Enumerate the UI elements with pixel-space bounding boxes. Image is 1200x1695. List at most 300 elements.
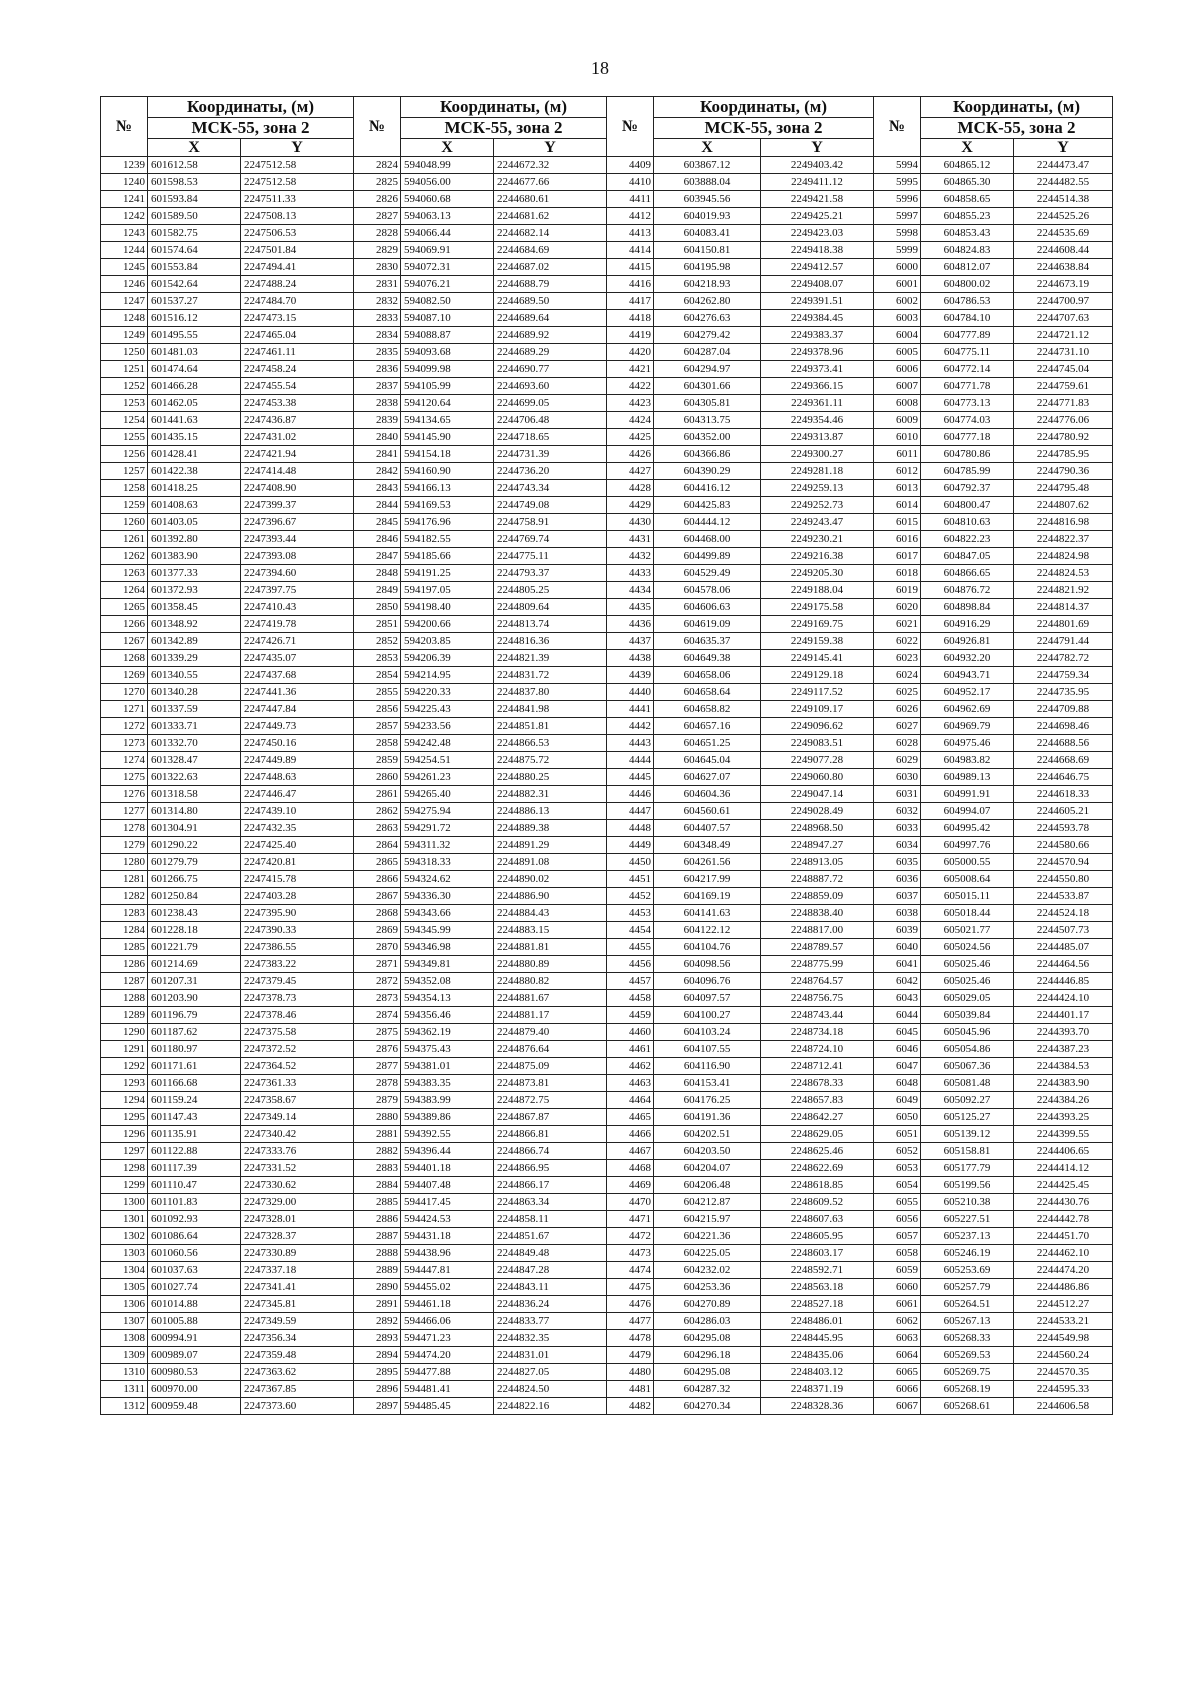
x-value-cell: 594291.72 (401, 820, 494, 837)
y-value-cell: 2244533.87 (1014, 888, 1113, 905)
x-value-cell: 604296.18 (654, 1347, 761, 1364)
x-value-cell: 594407.48 (401, 1177, 494, 1194)
point-number-cell: 1305 (101, 1279, 148, 1296)
point-number-cell: 2892 (354, 1313, 401, 1330)
point-number-cell: 2853 (354, 650, 401, 667)
x-value-cell: 601207.31 (148, 973, 241, 990)
x-value-cell: 604926.81 (921, 633, 1014, 650)
point-number-cell: 1301 (101, 1211, 148, 1228)
y-value-cell: 2244721.12 (1014, 327, 1113, 344)
point-number-cell: 2858 (354, 735, 401, 752)
point-number-cell: 1304 (101, 1262, 148, 1279)
y-value-cell: 2244570.94 (1014, 854, 1113, 871)
y-value-cell: 2248838.40 (761, 905, 874, 922)
y-value-cell: 2244735.95 (1014, 684, 1113, 701)
y-value-cell: 2244780.92 (1014, 429, 1113, 446)
table-row (101, 922, 1113, 939)
x-value-cell: 604287.04 (654, 344, 761, 361)
point-number-cell: 1274 (101, 752, 148, 769)
point-number-cell: 6062 (874, 1313, 921, 1330)
table-row (101, 701, 1113, 718)
table-row (101, 973, 1113, 990)
table-row (101, 905, 1113, 922)
point-number-cell: 4466 (607, 1126, 654, 1143)
point-number-cell: 4452 (607, 888, 654, 905)
x-value-cell: 604649.38 (654, 650, 761, 667)
point-number-cell: 1286 (101, 956, 148, 973)
point-number-cell: 6035 (874, 854, 921, 871)
x-value-cell: 604658.82 (654, 701, 761, 718)
point-number-cell: 2885 (354, 1194, 401, 1211)
y-value-cell: 2244791.44 (1014, 633, 1113, 650)
y-value-cell: 2247508.13 (241, 208, 354, 225)
y-value-cell: 2244889.38 (494, 820, 607, 837)
x-value-cell: 604295.08 (654, 1330, 761, 1347)
x-value-cell: 604225.05 (654, 1245, 761, 1262)
y-value-cell: 2244688.79 (494, 276, 607, 293)
point-number-cell: 6024 (874, 667, 921, 684)
point-number-cell: 6015 (874, 514, 921, 531)
x-header: X (401, 139, 494, 157)
point-number-cell: 1303 (101, 1245, 148, 1262)
y-value-cell: 2244401.17 (1014, 1007, 1113, 1024)
point-number-cell: 1299 (101, 1177, 148, 1194)
x-value-cell: 605267.13 (921, 1313, 1014, 1330)
y-value-cell: 2249175.58 (761, 599, 874, 616)
point-number-cell: 2832 (354, 293, 401, 310)
x-value-cell: 594056.00 (401, 174, 494, 191)
y-value-cell: 2247450.16 (241, 735, 354, 752)
x-value-cell: 604107.55 (654, 1041, 761, 1058)
coordinates-table-wrapper (100, 96, 1112, 1415)
point-number-cell: 4462 (607, 1058, 654, 1075)
x-value-cell: 601589.50 (148, 208, 241, 225)
x-value-cell: 604635.37 (654, 633, 761, 650)
x-value-cell: 594461.18 (401, 1296, 494, 1313)
table-row (101, 1007, 1113, 1024)
table-row (101, 480, 1113, 497)
y-value-cell: 2248618.85 (761, 1177, 874, 1194)
y-value-cell: 2244677.66 (494, 174, 607, 191)
x-value-cell: 601290.22 (148, 837, 241, 854)
y-value-cell: 2244689.29 (494, 344, 607, 361)
x-value-cell: 601166.68 (148, 1075, 241, 1092)
y-value-cell: 2244795.48 (1014, 480, 1113, 497)
y-value-cell: 2247512.58 (241, 174, 354, 191)
point-number-cell: 6047 (874, 1058, 921, 1075)
x-value-cell: 604097.57 (654, 990, 761, 1007)
point-number-cell: 1280 (101, 854, 148, 871)
table-row (101, 871, 1113, 888)
x-value-cell: 601196.79 (148, 1007, 241, 1024)
x-value-cell: 594352.08 (401, 973, 494, 990)
point-number-cell: 2828 (354, 225, 401, 242)
point-number-cell: 6011 (874, 446, 921, 463)
table-row (101, 361, 1113, 378)
point-number-cell: 2883 (354, 1160, 401, 1177)
point-number-cell: 6039 (874, 922, 921, 939)
point-number-cell: 2862 (354, 803, 401, 820)
y-value-cell: 2244891.08 (494, 854, 607, 871)
x-value-cell: 604777.89 (921, 327, 1014, 344)
y-value-cell: 2244383.90 (1014, 1075, 1113, 1092)
y-value-cell: 2244731.39 (494, 446, 607, 463)
x-value-cell: 594233.56 (401, 718, 494, 735)
y-value-cell: 2244833.77 (494, 1313, 607, 1330)
y-value-cell: 2247455.54 (241, 378, 354, 395)
point-number-cell: 1295 (101, 1109, 148, 1126)
table-row (101, 718, 1113, 735)
point-number-cell: 1309 (101, 1347, 148, 1364)
point-number-cell: 6032 (874, 803, 921, 820)
x-value-cell: 601328.47 (148, 752, 241, 769)
x-value-cell: 601214.69 (148, 956, 241, 973)
x-value-cell: 604270.34 (654, 1398, 761, 1415)
x-value-cell: 604865.30 (921, 174, 1014, 191)
x-value-cell: 594265.40 (401, 786, 494, 803)
y-value-cell: 2248657.83 (761, 1092, 874, 1109)
x-value-cell: 604204.07 (654, 1160, 761, 1177)
x-value-cell: 601342.89 (148, 633, 241, 650)
x-value-cell: 604975.46 (921, 735, 1014, 752)
x-value-cell: 604103.24 (654, 1024, 761, 1041)
point-number-cell: 1270 (101, 684, 148, 701)
point-number-cell: 1266 (101, 616, 148, 633)
y-value-cell: 2249425.21 (761, 208, 874, 225)
y-value-cell: 2247415.78 (241, 871, 354, 888)
point-number-cell: 2866 (354, 871, 401, 888)
point-number-cell: 4464 (607, 1092, 654, 1109)
x-value-cell: 604416.12 (654, 480, 761, 497)
y-value-cell: 2249169.75 (761, 616, 874, 633)
point-number-cell: 2895 (354, 1364, 401, 1381)
x-value-cell: 601462.05 (148, 395, 241, 412)
y-value-cell: 2244731.10 (1014, 344, 1113, 361)
x-value-cell: 604019.93 (654, 208, 761, 225)
x-value-cell: 601238.43 (148, 905, 241, 922)
x-value-cell: 601333.71 (148, 718, 241, 735)
num-header: № (607, 97, 654, 157)
point-number-cell: 6006 (874, 361, 921, 378)
x-value-cell: 604858.65 (921, 191, 1014, 208)
x-value-cell: 600970.00 (148, 1381, 241, 1398)
x-value-cell: 604122.12 (654, 922, 761, 939)
y-value-cell: 2248775.99 (761, 956, 874, 973)
point-number-cell: 2888 (354, 1245, 401, 1262)
point-number-cell: 2834 (354, 327, 401, 344)
x-value-cell: 601014.88 (148, 1296, 241, 1313)
y-value-cell: 2244814.37 (1014, 599, 1113, 616)
table-row (101, 446, 1113, 463)
y-value-cell: 2248592.71 (761, 1262, 874, 1279)
y-header: Y (1014, 139, 1113, 157)
point-number-cell: 1251 (101, 361, 148, 378)
point-number-cell: 6055 (874, 1194, 921, 1211)
y-value-cell: 2244749.08 (494, 497, 607, 514)
y-value-cell: 2247349.14 (241, 1109, 354, 1126)
x-value-cell: 604810.63 (921, 514, 1014, 531)
y-value-cell: 2244884.43 (494, 905, 607, 922)
y-value-cell: 2244769.74 (494, 531, 607, 548)
point-number-cell: 6028 (874, 735, 921, 752)
x-value-cell: 601537.27 (148, 293, 241, 310)
y-value-cell: 2247511.33 (241, 191, 354, 208)
y-value-cell: 2247448.63 (241, 769, 354, 786)
x-value-cell: 604202.51 (654, 1126, 761, 1143)
x-value-cell: 604952.17 (921, 684, 1014, 701)
y-value-cell: 2247461.11 (241, 344, 354, 361)
point-number-cell: 2824 (354, 157, 401, 174)
y-value-cell: 2248435.06 (761, 1347, 874, 1364)
table-row (101, 225, 1113, 242)
y-value-cell: 2244827.05 (494, 1364, 607, 1381)
y-value-cell: 2244880.82 (494, 973, 607, 990)
point-number-cell: 1249 (101, 327, 148, 344)
point-number-cell: 4433 (607, 565, 654, 582)
y-value-cell: 2249411.12 (761, 174, 874, 191)
x-value-cell: 604529.49 (654, 565, 761, 582)
table-row (101, 1364, 1113, 1381)
x-value-cell: 604203.50 (654, 1143, 761, 1160)
x-value-cell: 601221.79 (148, 939, 241, 956)
y-value-cell: 2244608.44 (1014, 242, 1113, 259)
y-value-cell: 2249403.42 (761, 157, 874, 174)
y-value-cell: 2247358.67 (241, 1092, 354, 1109)
x-value-cell: 601117.39 (148, 1160, 241, 1177)
y-value-cell: 2248712.41 (761, 1058, 874, 1075)
x-value-cell: 594343.66 (401, 905, 494, 922)
y-value-cell: 2249117.52 (761, 684, 874, 701)
x-value-cell: 601377.33 (148, 565, 241, 582)
x-value-cell: 594383.99 (401, 1092, 494, 1109)
y-value-cell: 2244688.56 (1014, 735, 1113, 752)
x-value-cell: 601101.83 (148, 1194, 241, 1211)
point-number-cell: 4461 (607, 1041, 654, 1058)
point-number-cell: 6046 (874, 1041, 921, 1058)
point-number-cell: 2877 (354, 1058, 401, 1075)
point-number-cell: 4423 (607, 395, 654, 412)
x-value-cell: 594345.99 (401, 922, 494, 939)
x-value-cell: 605024.56 (921, 939, 1014, 956)
y-value-cell: 2247425.40 (241, 837, 354, 854)
point-number-cell: 6009 (874, 412, 921, 429)
y-value-cell: 2244801.69 (1014, 616, 1113, 633)
x-value-cell: 604994.07 (921, 803, 1014, 820)
point-number-cell: 1247 (101, 293, 148, 310)
num-header: № (354, 97, 401, 157)
y-value-cell: 2244718.65 (494, 429, 607, 446)
point-number-cell: 2868 (354, 905, 401, 922)
point-number-cell: 6067 (874, 1398, 921, 1415)
point-number-cell: 1261 (101, 531, 148, 548)
y-value-cell: 2244782.72 (1014, 650, 1113, 667)
x-value-cell: 594438.96 (401, 1245, 494, 1262)
y-value-cell: 2247340.42 (241, 1126, 354, 1143)
point-number-cell: 6013 (874, 480, 921, 497)
y-value-cell: 2244399.55 (1014, 1126, 1113, 1143)
point-number-cell: 4437 (607, 633, 654, 650)
y-value-cell: 2244824.53 (1014, 565, 1113, 582)
point-number-cell: 6010 (874, 429, 921, 446)
x-value-cell: 601553.84 (148, 259, 241, 276)
point-number-cell: 4448 (607, 820, 654, 837)
y-value-cell: 2244593.78 (1014, 820, 1113, 837)
x-value-cell: 594346.98 (401, 939, 494, 956)
point-number-cell: 4478 (607, 1330, 654, 1347)
point-number-cell: 2838 (354, 395, 401, 412)
x-value-cell: 604150.81 (654, 242, 761, 259)
x-value-cell: 600980.53 (148, 1364, 241, 1381)
y-value-cell: 2244805.25 (494, 582, 607, 599)
point-number-cell: 6005 (874, 344, 921, 361)
x-value-cell: 601372.93 (148, 582, 241, 599)
point-number-cell: 2855 (354, 684, 401, 701)
x-value-cell: 603888.04 (654, 174, 761, 191)
y-value-cell: 2244832.35 (494, 1330, 607, 1347)
table-row (101, 412, 1113, 429)
x-value-cell: 601593.84 (148, 191, 241, 208)
x-value-cell: 604657.16 (654, 718, 761, 735)
y-value-cell: 2247488.24 (241, 276, 354, 293)
y-value-cell: 2244822.37 (1014, 531, 1113, 548)
x-value-cell: 604425.83 (654, 497, 761, 514)
y-value-cell: 2247379.45 (241, 973, 354, 990)
x-value-cell: 601304.91 (148, 820, 241, 837)
x-value-cell: 601203.90 (148, 990, 241, 1007)
y-value-cell: 2247453.38 (241, 395, 354, 412)
x-value-cell: 604212.87 (654, 1194, 761, 1211)
y-value-cell: 2244758.91 (494, 514, 607, 531)
y-value-cell: 2244384.26 (1014, 1092, 1113, 1109)
point-number-cell: 2829 (354, 242, 401, 259)
y-value-cell: 2244890.02 (494, 871, 607, 888)
table-row (101, 1024, 1113, 1041)
point-number-cell: 1288 (101, 990, 148, 1007)
table-row (101, 191, 1113, 208)
y-value-cell: 2249259.13 (761, 480, 874, 497)
y-value-cell: 2244638.84 (1014, 259, 1113, 276)
point-number-cell: 4418 (607, 310, 654, 327)
x-value-cell: 594093.68 (401, 344, 494, 361)
y-value-cell: 2244414.12 (1014, 1160, 1113, 1177)
x-value-cell: 601279.79 (148, 854, 241, 871)
y-value-cell: 2244743.34 (494, 480, 607, 497)
y-value-cell: 2248743.44 (761, 1007, 874, 1024)
y-value-cell: 2247421.94 (241, 446, 354, 463)
point-number-cell: 6017 (874, 548, 921, 565)
x-value-cell: 604153.41 (654, 1075, 761, 1092)
y-value-cell: 2244700.97 (1014, 293, 1113, 310)
x-value-cell: 605008.64 (921, 871, 1014, 888)
x-value-cell: 594474.20 (401, 1347, 494, 1364)
table-row (101, 769, 1113, 786)
point-number-cell: 2873 (354, 990, 401, 1007)
point-number-cell: 4479 (607, 1347, 654, 1364)
y-value-cell: 2249077.28 (761, 752, 874, 769)
x-value-cell: 601516.12 (148, 310, 241, 327)
table-row (101, 1126, 1113, 1143)
point-number-cell: 2852 (354, 633, 401, 650)
point-number-cell: 1276 (101, 786, 148, 803)
x-value-cell: 605246.19 (921, 1245, 1014, 1262)
y-value-cell: 2249281.18 (761, 463, 874, 480)
y-value-cell: 2248913.05 (761, 854, 874, 871)
x-value-cell: 604348.49 (654, 837, 761, 854)
point-number-cell: 2896 (354, 1381, 401, 1398)
table-row (101, 1109, 1113, 1126)
y-value-cell: 2244851.67 (494, 1228, 607, 1245)
y-value-cell: 2244442.78 (1014, 1211, 1113, 1228)
point-number-cell: 4453 (607, 905, 654, 922)
x-value-cell: 604780.86 (921, 446, 1014, 463)
y-value-cell: 2247414.48 (241, 463, 354, 480)
table-row (101, 293, 1113, 310)
y-value-cell: 2247383.22 (241, 956, 354, 973)
x-value-cell: 601122.88 (148, 1143, 241, 1160)
y-value-cell: 2244790.36 (1014, 463, 1113, 480)
point-number-cell: 4468 (607, 1160, 654, 1177)
point-number-cell: 6027 (874, 718, 921, 735)
y-value-cell: 2244680.61 (494, 191, 607, 208)
x-value-cell: 604262.80 (654, 293, 761, 310)
point-number-cell: 2839 (354, 412, 401, 429)
table-row (101, 1160, 1113, 1177)
x-value-cell: 604772.14 (921, 361, 1014, 378)
y-value-cell: 2244451.70 (1014, 1228, 1113, 1245)
y-value-cell: 2247439.10 (241, 803, 354, 820)
y-value-cell: 2248859.09 (761, 888, 874, 905)
table-row (101, 1228, 1113, 1245)
point-number-cell: 1307 (101, 1313, 148, 1330)
x-value-cell: 594455.02 (401, 1279, 494, 1296)
x-value-cell: 604276.63 (654, 310, 761, 327)
y-value-cell: 2244709.88 (1014, 701, 1113, 718)
y-value-cell: 2244673.19 (1014, 276, 1113, 293)
table-row (101, 276, 1113, 293)
x-value-cell: 604098.56 (654, 956, 761, 973)
x-value-cell: 604191.36 (654, 1109, 761, 1126)
point-number-cell: 4451 (607, 871, 654, 888)
y-value-cell: 2247447.84 (241, 701, 354, 718)
x-value-cell: 594200.66 (401, 616, 494, 633)
y-value-cell: 2244533.21 (1014, 1313, 1113, 1330)
y-value-cell: 2248678.33 (761, 1075, 874, 1092)
x-value-cell: 604083.41 (654, 225, 761, 242)
point-number-cell: 6063 (874, 1330, 921, 1347)
point-number-cell: 1260 (101, 514, 148, 531)
x-header: X (148, 139, 241, 157)
point-number-cell: 4460 (607, 1024, 654, 1041)
point-number-cell: 2894 (354, 1347, 401, 1364)
y-value-cell: 2244393.70 (1014, 1024, 1113, 1041)
x-value-cell: 604294.97 (654, 361, 761, 378)
x-value-cell: 604983.82 (921, 752, 1014, 769)
point-number-cell: 4432 (607, 548, 654, 565)
point-number-cell: 1287 (101, 973, 148, 990)
y-value-cell: 2249243.47 (761, 514, 874, 531)
y-value-cell: 2247333.76 (241, 1143, 354, 1160)
point-number-cell: 4414 (607, 242, 654, 259)
y-value-cell: 2244886.90 (494, 888, 607, 905)
x-value-cell: 594048.99 (401, 157, 494, 174)
y-value-cell: 2244891.29 (494, 837, 607, 854)
y-value-cell: 2244387.23 (1014, 1041, 1113, 1058)
y-value-cell: 2244474.20 (1014, 1262, 1113, 1279)
y-value-cell: 2247410.43 (241, 599, 354, 616)
x-value-cell: 604916.29 (921, 616, 1014, 633)
point-number-cell: 1267 (101, 633, 148, 650)
x-value-cell: 604606.63 (654, 599, 761, 616)
